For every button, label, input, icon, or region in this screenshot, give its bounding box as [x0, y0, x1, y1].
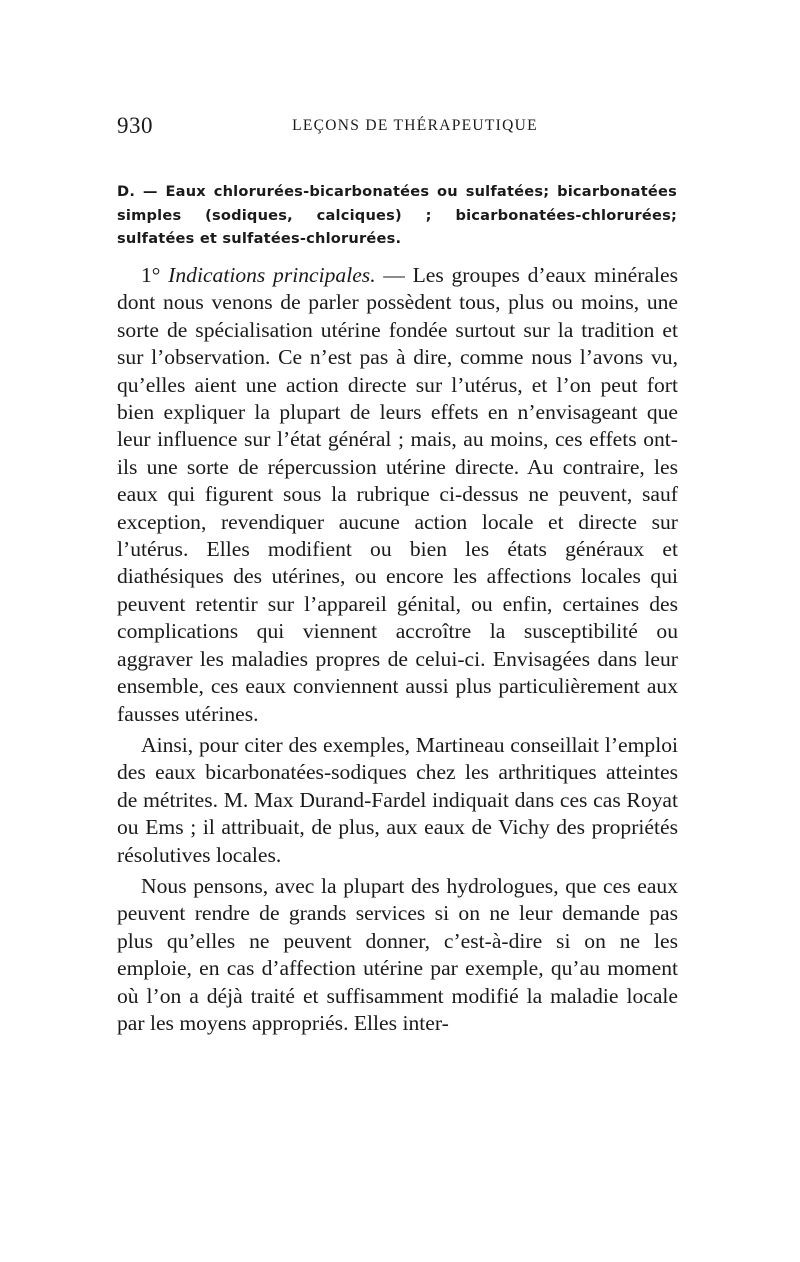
paragraph-text: — Les groupes d’eaux minérales dont nous venons de parler possèdent tous, plus ou moins, une sorte de spécialisation utérine fondée surtout sur la tradition et sur l’observation. Ce n’est pas à dire, comme nous l’avons vu, qu’elles aient une action directe sur l’utérus, et l’on peut fort bien expliquer la plupart de leurs effets en n’envisageant que leur influence sur l’état général ; mais, au moins, ces effets ont-ils une sorte de répercussion utérine directe. Au contraire, les eaux qui figurent sous la rubrique ci-dessus ne peuvent, sauf exception, revendiquer aucune action locale et directe sur l’utérus. Elles modifient ou bien les états généraux et diathésiques des utérines, ou encore les affections locales qui peuvent retentir sur l’appareil génital, ou enfin, certaines des complications qui viennent accroître la susceptibilité ou aggraver les maladies propres de celui-ci. Envisagées dans leur ensemble, ces eaux conviennent aussi plus particulièrement aux fausses utérines. — [117, 263, 678, 726]
running-head: LEÇONS DE THÉRAPEUTIQUE — [292, 117, 538, 134]
paragraph-number: 1° — [141, 263, 169, 287]
page-number: 930 — [117, 113, 153, 138]
paragraph-conclusion: Nous pensons, avec la plupart des hydrologues, que ces eaux peuvent rendre de grands services si on ne leur demande pas plus qu’elles ne peuvent donner, c’est-à-dire si on ne les emploie, en cas d’affection utérine par exemple, qu’au moment où l’on a déjà traité et suffisamment modifié la maladie locale par les moyens appropriés. Elles inter- — [117, 873, 678, 1035]
paragraph-indications — [117, 262, 678, 728]
paragraph-examples: Ainsi, pour citer des exemples, Martineau conseillait l’emploi des eaux bicarbonatées-sodiques chez les arthritiques atteintes de métrites. M. Max Durand-Fardel indiquait dans ces cas Royat ou Ems ; il attribuait, de plus, aux eaux de Vichy des propriétés résolutives locales. — [117, 732, 678, 867]
section-heading: D. — Eaux chlorurées-bicarbonatées ou sulfatées; bicarbonatées simples (sodiques, calciques) ; bicarbonatées-chlorurées; sulfatées et sulfatées-chlorurées. — [117, 183, 677, 247]
body-text — [117, 262, 678, 1037]
paragraph-title: Indications principales. — [168, 263, 376, 287]
